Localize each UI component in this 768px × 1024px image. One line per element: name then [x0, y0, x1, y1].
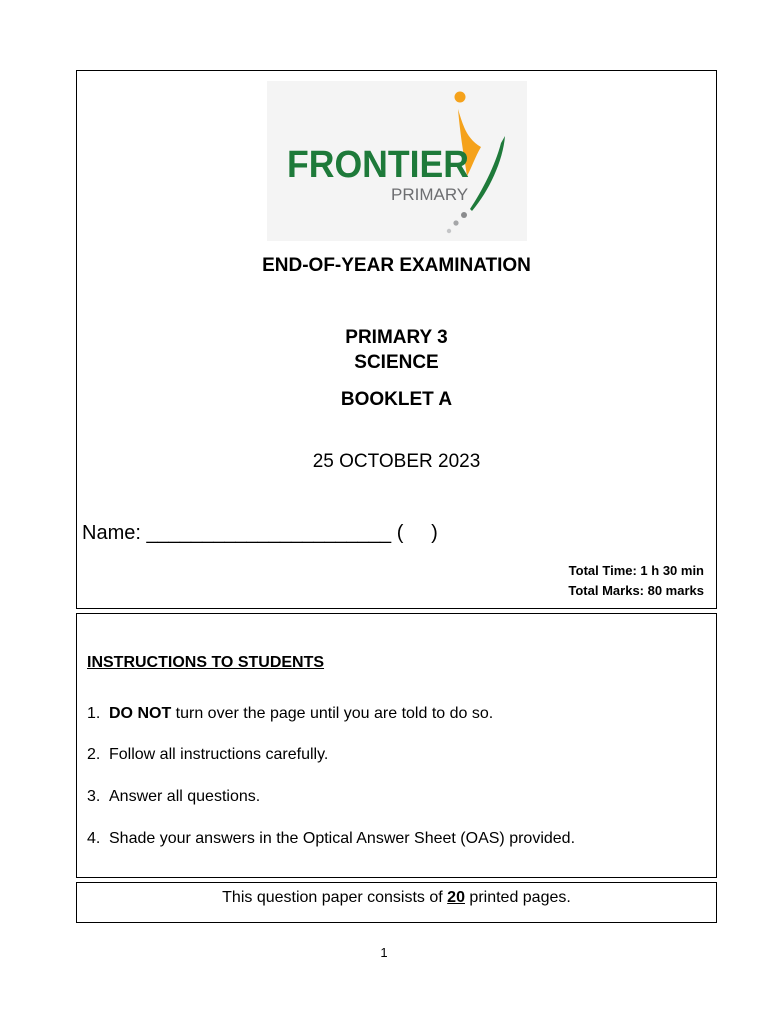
page-count-section — [76, 882, 717, 923]
instruction-item — [87, 830, 575, 848]
total-marks: Total Marks: 80 marks — [568, 583, 704, 598]
instruction-emphasis: DO NOT — [109, 705, 172, 722]
logo-sub-text: PRIMARY — [391, 185, 469, 204]
page-count-prefix: This question paper consists of — [222, 889, 448, 906]
instruction-number: 4. — [87, 830, 101, 847]
level-label: PRIMARY 3 — [345, 327, 448, 348]
total-time: Total Time: 1 h 30 min — [568, 563, 704, 578]
frontier-primary-logo — [267, 81, 527, 241]
instruction-item — [87, 705, 493, 723]
instruction-text: turn over the page until you are told to do so. — [171, 705, 494, 722]
page-count-suffix: printed pages. — [464, 889, 571, 906]
instruction-item — [87, 788, 260, 806]
page-count-number: 20 — [447, 889, 465, 906]
instruction-item — [87, 746, 328, 764]
instruction-number: 1. — [87, 705, 101, 722]
page-number: 1 — [380, 945, 388, 960]
logo-brand-text: FRONTIER — [287, 144, 469, 186]
instruction-text: Shade your answers in the Optical Answer Sheet (OAS) provided. — [109, 830, 576, 847]
booklet-label: BOOKLET A — [340, 389, 453, 410]
instruction-number: 3. — [87, 788, 101, 805]
instruction-number: 2. — [87, 746, 101, 763]
instructions-heading: INSTRUCTIONS TO STUDENTS — [87, 654, 325, 671]
instructions-section — [76, 613, 717, 878]
exam-date: 25 OCTOBER 2023 — [312, 451, 481, 472]
instruction-text: Follow all instructions carefully. — [109, 746, 329, 763]
page-count-note — [77, 889, 716, 907]
name-field-line[interactable]: Name: ______________________ ( ) — [82, 522, 438, 544]
subject-label: SCIENCE — [354, 352, 439, 373]
instruction-text: Answer all questions. — [109, 788, 261, 805]
exam-title: END-OF-YEAR EXAMINATION — [262, 255, 531, 276]
cover-section — [76, 70, 717, 609]
